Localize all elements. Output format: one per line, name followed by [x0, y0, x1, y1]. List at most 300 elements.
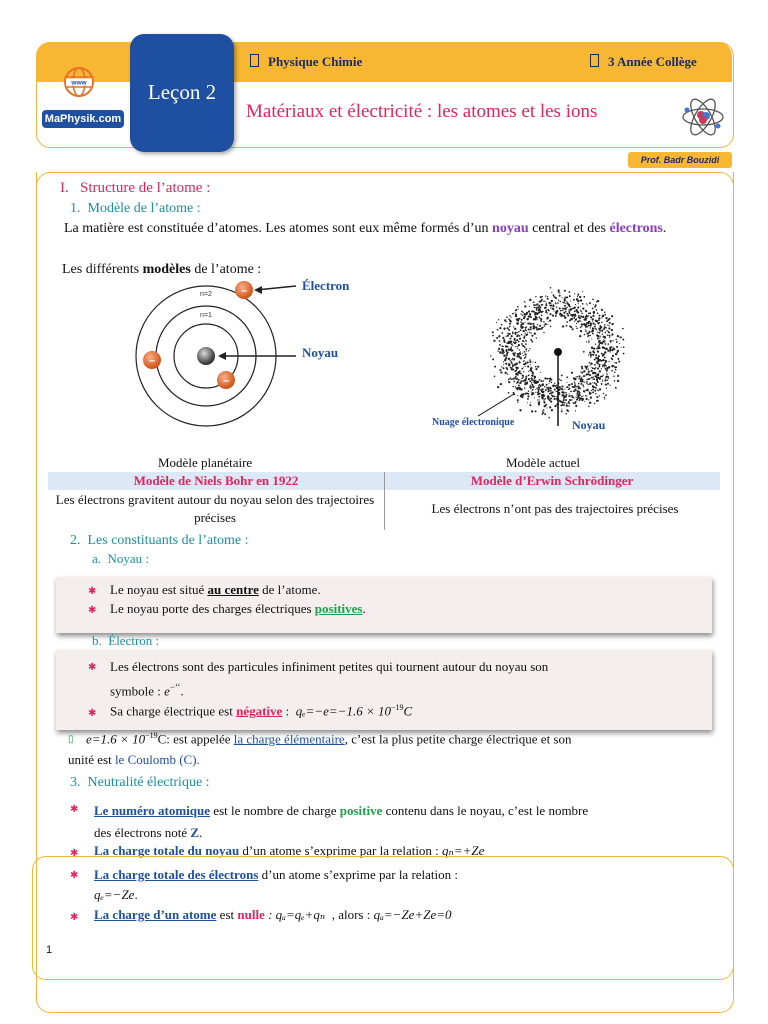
cloud-dot: [580, 300, 582, 302]
cloud-dot: [566, 313, 568, 315]
charge-note: $e=1.6 \times 10^{-19}C$: est appelée la charge élémentaire, c’est la plus petite charge électrique et son: [86, 731, 572, 747]
cloud-dot: [600, 326, 602, 328]
cloud-dot: [551, 300, 553, 302]
cloud-dot: [588, 315, 589, 316]
cloud-dot: [584, 334, 586, 336]
cloud-dot: [609, 337, 610, 338]
cloud-dot: [533, 311, 535, 313]
shell-label-n1: n=1: [200, 312, 212, 319]
cloud-dot: [549, 380, 551, 382]
cloud-dot: [509, 342, 511, 344]
cloud-dot: [515, 353, 516, 354]
cloud-dot: [545, 310, 547, 312]
cloud-dot: [510, 367, 512, 369]
cloud-dot: [602, 366, 603, 367]
globe-icon: [63, 66, 95, 98]
cloud-dot: [523, 367, 524, 368]
cloud-dot: [544, 307, 546, 309]
cloud-dot: [552, 308, 553, 309]
cloud-dot: [548, 378, 549, 379]
cloud-dot: [588, 342, 589, 343]
cloud-dot: [565, 399, 567, 401]
subsection-label: a. Noyau :: [92, 551, 150, 566]
cloud-dot: [615, 353, 617, 355]
nucleus: [197, 347, 215, 365]
cloud-dot: [601, 309, 603, 311]
cloud-dot: [553, 304, 554, 305]
cloud-dot: [605, 369, 606, 370]
electron: [235, 281, 253, 299]
cloud-dot: [529, 323, 531, 325]
cloud-dot: [594, 326, 596, 328]
cloud-dot: [529, 380, 531, 382]
grade-label: 3 Année Collège: [590, 54, 697, 70]
cloud-dot: [554, 383, 555, 384]
cloud-dot: [523, 376, 524, 377]
cloud-dot: [590, 327, 591, 328]
cloud-dot: [544, 377, 546, 379]
cloud-dot: [576, 318, 577, 319]
cloud-dot: [506, 368, 507, 369]
cloud-dot: [544, 399, 545, 400]
cloud-dot: [526, 350, 527, 351]
cloud-dot: [522, 330, 524, 332]
cloud-dot: [588, 335, 590, 337]
cloud-dot: [582, 303, 584, 305]
cloud-dot: [544, 325, 545, 326]
cloud-dot: [585, 390, 586, 391]
cloud-dot: [581, 372, 583, 374]
cloud-dot: [577, 376, 578, 377]
cloud-dot: [509, 377, 511, 379]
cloud-dot: [517, 332, 518, 333]
cloud-dot: [529, 332, 530, 333]
cloud-dot: [580, 316, 581, 317]
cloud-dot: [611, 359, 613, 361]
cloud-dot: [562, 308, 563, 309]
cloud-dot: [592, 382, 593, 383]
cloud-dot: [608, 366, 610, 368]
cloud-dot: [539, 301, 541, 303]
cloud-dot: [507, 373, 508, 374]
cloud-dot: [549, 303, 551, 305]
cloud-dot: [502, 352, 504, 354]
nucleus-fact-1: Le noyau est situé au centre de l’atome.: [110, 582, 321, 597]
nucleus-charge-definition: La charge totale du noyau d’un atome s’exprime par la relation : qₙ=+Ze: [94, 843, 485, 858]
cloud-dot: [556, 391, 557, 392]
cloud-dot: [608, 377, 610, 379]
cloud-dot: [559, 314, 560, 315]
cloud-dot: [580, 310, 581, 311]
cloud-dot: [494, 366, 496, 368]
cloud-dot: [526, 326, 527, 327]
cloud-dot: [534, 307, 536, 309]
cloud-dot: [589, 374, 591, 376]
cloud-dot: [547, 395, 548, 396]
cloud-dot: [609, 332, 611, 334]
cloud-dot: [528, 390, 530, 392]
cloud-dot: [592, 347, 594, 349]
cloud-dot: [542, 391, 544, 393]
cloud-dot: [562, 325, 564, 327]
cloud-dot: [514, 328, 516, 330]
cloud-dot: [540, 310, 542, 312]
cloud-dot: [522, 312, 523, 313]
cloud-dot: [617, 380, 619, 382]
cloud-dot: [588, 406, 590, 408]
cloud-dot: [607, 343, 609, 345]
cloud-dot: [512, 369, 514, 371]
cloud-dot: [597, 331, 598, 332]
cloud-dot: [531, 382, 533, 384]
cloud-dot: [553, 294, 555, 296]
cloud-dot: [590, 384, 591, 385]
cloud-dot: [583, 390, 585, 392]
cloud-dot: [574, 389, 576, 391]
cloud-dot: [592, 298, 594, 300]
cloud-dot: [525, 376, 527, 378]
nucleus-label-cloud: Noyau: [572, 418, 606, 432]
cloud-dot: [525, 348, 527, 350]
cloud-dot: [579, 399, 581, 401]
cloud-dot: [606, 373, 607, 374]
cloud-dot: [516, 368, 518, 370]
cloud-dot: [522, 353, 523, 354]
cloud-dot: [597, 350, 598, 351]
cloud-dot: [524, 335, 526, 337]
bullet-icon: ✱: [70, 804, 79, 815]
cloud-dot: [561, 315, 563, 317]
cloud-dot: [539, 325, 541, 327]
cloud-dot: [533, 319, 535, 321]
cloud-dot: [503, 361, 504, 362]
cloud-dot: [507, 335, 509, 337]
cloud-dot: [545, 398, 546, 399]
cloud-dot: [604, 352, 605, 353]
cloud-dot: [605, 384, 607, 386]
cloud-dot: [516, 377, 518, 379]
cloud-dot: [573, 397, 574, 398]
cloud-dot: [528, 329, 530, 331]
cloud-dot: [616, 351, 618, 353]
cloud-dot: [609, 322, 611, 324]
cloud-dot: [546, 384, 548, 386]
cloud-dot: [599, 337, 600, 338]
cloud-dot: [552, 315, 554, 317]
bullet-icon: ✱: [70, 870, 79, 881]
cloud-dot: [606, 367, 607, 368]
cloud-dot: [574, 382, 575, 383]
cloud-dot: [509, 364, 510, 365]
cloud-dot: [611, 370, 613, 372]
cloud-dot: [611, 333, 613, 335]
cloud-dot: [594, 368, 596, 370]
cloud-dot: [526, 382, 528, 384]
cloud-dot: [508, 379, 510, 381]
cloud-dot: [582, 382, 583, 383]
cloud-dot: [602, 379, 603, 380]
cloud-dot: [614, 380, 616, 382]
cloud-dot: [588, 384, 589, 385]
cloud-dot: [581, 313, 582, 314]
cloud-dot: [544, 413, 546, 415]
cloud-dot: [523, 355, 524, 356]
cloud-dot: [603, 339, 604, 340]
cloud-dot: [541, 304, 543, 306]
cloud-dot: [551, 303, 552, 304]
cloud-dot: [585, 326, 587, 328]
cloud-dot: [574, 311, 576, 313]
cloud-dot: [512, 313, 514, 315]
cloud-dot: [607, 374, 608, 375]
cloud-dot: [555, 297, 557, 299]
cloud-dot: [535, 389, 536, 390]
cloud-dot: [610, 351, 611, 352]
cloud-dot: [592, 318, 594, 320]
table-head-schrodinger: Modèle d’Erwin Schrödinger: [470, 473, 634, 488]
cloud-dot: [602, 380, 603, 381]
cloud-dot: [595, 304, 597, 306]
cloud-dot: [517, 356, 519, 358]
cloud-dot: [563, 397, 564, 398]
cloud-dot: [598, 317, 600, 319]
table-cell-bohr: Les électrons gravitent autour du noyau selon des trajectoires précises: [55, 492, 375, 525]
cloud-dot: [503, 364, 504, 365]
cloud-dot: [616, 346, 618, 348]
planetary-caption: Modèle planétaire: [158, 455, 253, 470]
cloud-dot: [591, 390, 592, 391]
cloud-dot: [524, 346, 526, 348]
cloud-dot: [548, 318, 549, 319]
cloud-dot: [519, 362, 521, 364]
cloud-dot: [562, 394, 563, 395]
cloud-dot: [549, 399, 551, 401]
cloud-dot: [541, 314, 543, 316]
cloud-dot: [579, 296, 581, 298]
cloud-dot: [555, 315, 557, 317]
cloud-dot: [602, 346, 604, 348]
cloud-dot: [545, 323, 547, 325]
cloud-dot: [573, 386, 575, 388]
cloud-dot: [574, 378, 576, 380]
cloud-dot: [598, 315, 600, 317]
cloud-dot: [535, 362, 537, 364]
cloud-dot: [536, 337, 538, 339]
cloud-dot: [598, 364, 600, 366]
cloud-dot: [588, 368, 589, 369]
cloud-dot: [525, 302, 526, 303]
cloud-dot: [591, 367, 592, 368]
cloud-dot: [520, 313, 521, 314]
cloud-dot: [519, 338, 521, 340]
cloud-dot: [594, 375, 596, 377]
checkbox-icon: [250, 54, 259, 67]
cloud-dot: [544, 326, 545, 327]
cloud-dot: [594, 382, 596, 384]
nucleus-label: Noyau: [302, 345, 339, 360]
cloud-dot: [592, 322, 594, 324]
cloud-dot: [565, 303, 566, 304]
cloud-dot: [597, 358, 599, 360]
table-cell-schrodinger: Les électrons n’ont pas des trajectoires précises: [431, 501, 679, 516]
nucleus-fact-2: Le noyau porte des charges électriques positives.: [110, 601, 366, 616]
cloud-dot: [597, 338, 598, 339]
cloud-dot: [532, 361, 533, 362]
cloud-dot: [581, 399, 583, 401]
cloud-dot: [569, 320, 570, 321]
cloud-dot: [524, 353, 526, 355]
cloud-dot: [593, 311, 595, 313]
cloud-dot: [512, 345, 513, 346]
cloud-dot: [601, 375, 603, 377]
table-divider: [384, 472, 385, 530]
page-number: 1: [46, 944, 53, 956]
cloud-dot: [543, 321, 544, 322]
cloud-dot: [582, 291, 583, 292]
cloud-dot: [512, 350, 514, 352]
cloud-dot: [550, 287, 552, 289]
cloud-dot: [504, 356, 505, 357]
cloud-dot: [503, 328, 505, 330]
cloud-dot: [508, 319, 510, 321]
svg-text:–: –: [240, 285, 248, 297]
cloud-dot: [535, 326, 537, 328]
cloud-dot: [579, 391, 580, 392]
cloud-dot: [581, 377, 582, 378]
cloud-dot: [518, 370, 520, 372]
cloud-dot: [524, 357, 526, 359]
cloud-dot: [540, 306, 542, 308]
cloud-dot: [566, 301, 568, 303]
cloud-dot: [551, 382, 552, 383]
cloud-dot: [580, 371, 581, 372]
cloud-dot: [508, 381, 510, 383]
cloud-dot: [522, 323, 524, 325]
cloud-dot: [563, 312, 565, 314]
cloud-dot: [598, 355, 600, 357]
cloud-dot: [531, 310, 533, 312]
cloud-dot: [586, 314, 588, 316]
cloud-dot: [540, 385, 542, 387]
cloud-dot: [580, 321, 581, 322]
cloud-dot: [508, 358, 510, 360]
site-logo: MaPhysik.com: [42, 110, 124, 128]
cloud-dot: [578, 394, 580, 396]
cloud-dot: [543, 300, 544, 301]
cloud-dot: [598, 400, 599, 401]
cloud-dot: [506, 342, 508, 344]
cloud-dot: [607, 350, 609, 352]
cloud-dot: [603, 354, 605, 356]
cloud-dot: [596, 396, 598, 398]
cloud-dot: [588, 355, 589, 356]
cloud-dot: [589, 362, 590, 363]
cloud-dot: [519, 387, 521, 389]
cloud-dot: [539, 316, 541, 318]
cloud-dot: [499, 327, 501, 329]
cloud-dot: [613, 323, 614, 324]
cloud-dot: [584, 401, 585, 402]
cloud-dot: [518, 341, 520, 343]
cloud-dot: [505, 354, 506, 355]
cloud-dot: [623, 353, 625, 355]
cloud-dot: [579, 335, 581, 337]
cloud-dot: [531, 379, 533, 381]
cloud-dot: [580, 306, 581, 307]
cloud-dot: [543, 409, 545, 411]
cloud-dot: [564, 389, 565, 390]
cloud-dot: [598, 390, 599, 391]
cloud-dot: [542, 411, 543, 412]
cloud-dot: [559, 379, 560, 380]
cloud-dot: [544, 386, 545, 387]
cloud-dot: [577, 296, 578, 297]
cloud-dot: [621, 347, 622, 348]
checkbox-icon: [590, 54, 599, 67]
cloud-dot: [550, 326, 551, 327]
cloud-dot: [565, 305, 566, 306]
cloud-dot: [501, 324, 503, 326]
cloud-dot: [592, 376, 594, 378]
cloud-dot: [515, 367, 517, 369]
cloud-dot: [588, 312, 590, 314]
cloud-dot: [525, 363, 527, 365]
cloud-dot: [562, 310, 564, 312]
cloud-dot: [496, 337, 498, 339]
cloud-dot: [584, 371, 585, 372]
electron-fact-2: Sa charge électrique est négative : $q_e=-e=-1.6 \times 10^{-19}C$: [110, 703, 413, 719]
cloud-dot: [589, 392, 591, 394]
cloud-dot: [560, 380, 562, 382]
cloud-dot: [538, 403, 540, 405]
cloud-dot: [556, 310, 558, 312]
cloud-dot: [568, 311, 569, 312]
cloud-dot: [577, 298, 578, 299]
cloud-dot: [592, 354, 594, 356]
cloud-dot: [605, 332, 606, 333]
cloud-dot: [497, 351, 498, 352]
cloud-dot: [563, 308, 565, 310]
cloud-dot: [612, 340, 613, 341]
cloud-dot: [576, 323, 577, 324]
cloud-dot: [562, 389, 563, 390]
cloud-dot: [616, 362, 618, 364]
cloud-dot: [598, 319, 600, 321]
cloud-dot: [588, 379, 590, 381]
cloud-dot: [542, 296, 543, 297]
cloud-dot: [541, 397, 543, 399]
cloud-dot: [514, 332, 516, 334]
cloud-dot: [565, 309, 566, 310]
cloud-dot: [570, 300, 571, 301]
cloud-dot: [560, 310, 562, 312]
cloud-dot: [548, 417, 550, 419]
cloud-dot: [593, 348, 595, 350]
cloud-dot: [590, 316, 592, 318]
cloud-dot: [566, 394, 568, 396]
cloud-dot: [516, 339, 518, 341]
cloud-dot: [568, 384, 570, 386]
cloud-dot: [564, 302, 565, 303]
cloud-dot: [568, 389, 569, 390]
author-badge: Prof. Badr Bouzidi: [628, 152, 732, 168]
cloud-dot: [535, 296, 536, 297]
cloud-dot: [589, 324, 591, 326]
cloud-dot: [530, 387, 532, 389]
cloud-dot: [499, 349, 500, 350]
cloud-dot: [531, 333, 532, 334]
cloud-dot: [592, 388, 594, 390]
